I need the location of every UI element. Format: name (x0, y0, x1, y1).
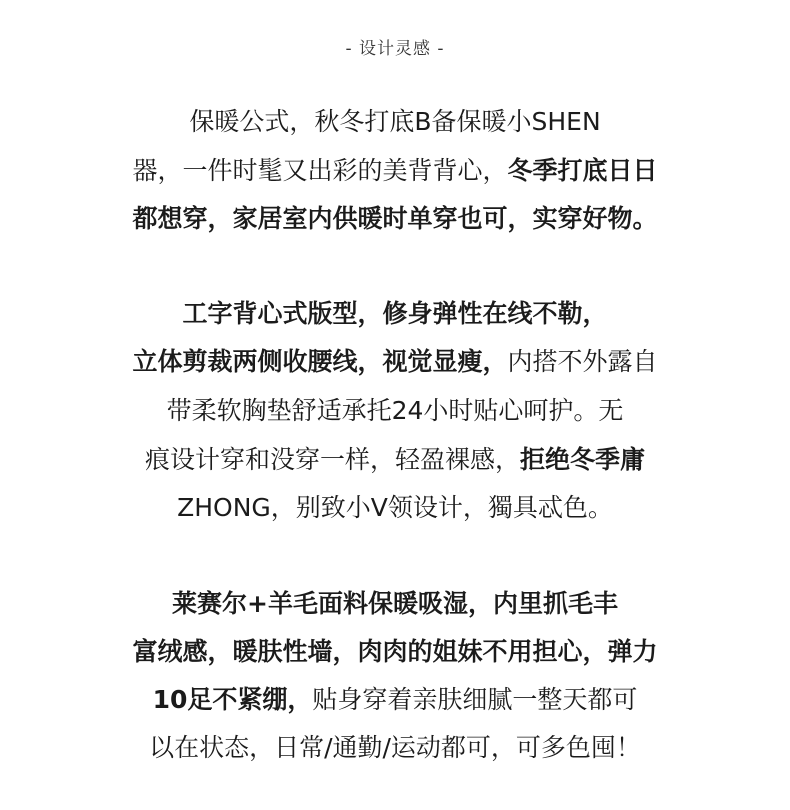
paragraph-2-line-4-bold: 拒绝冬季庸 (520, 445, 646, 474)
paragraph-3-line-2: 富绒感，暖肤性墙，肉肉的姐妹不用担心，弹力 (132, 637, 658, 666)
paragraph-3-line-4: 以在状态，日常/通勤/运动都可，可多色囤！ (149, 733, 641, 762)
paragraph-3-line-3-bold: 10足不紧绷， (152, 685, 313, 714)
paragraph-2-line-5: ZHONG，别致小V领设计，獨具忒色。 (177, 493, 613, 522)
paragraph-3-line-3-regular: 贴身穿着亲肤细腻一整天都可 (312, 685, 638, 714)
paragraph-2-line-2-bold: 立体剪裁两侧收腰线，视觉显瘦， (132, 347, 508, 376)
paragraph-3-line-3 (0, 683, 790, 717)
paragraph-2-line-4-regular: 痕设计穿和没穿一样，轻盈裸感， (144, 445, 520, 474)
paragraph-1-line-2-regular: 器，一件时髦又出彩的美背背心， (132, 156, 508, 185)
section-heading: - 设计灵感 - (345, 39, 445, 59)
paragraph-1-line-2-bold: 冬季打底日日 (507, 156, 658, 185)
paragraph-2-line-2 (0, 345, 790, 379)
paragraph-1-line-2 (0, 154, 790, 188)
paragraph-2-line-1: 工字背心式版型，修身弹性在线不勒， (182, 299, 608, 328)
paragraph-2-line-4 (0, 443, 790, 477)
paragraph-1-line-3: 都想穿，家居室内供暖时单穿也可，实穿好物。 (132, 204, 658, 233)
paragraph-2-line-3: 带柔软胸垫舒适承托24小时贴心呵护。无 (166, 396, 624, 425)
paragraph-1-line-1: 保暖公式，秋冬打底B备保暖小SHEN (189, 107, 601, 136)
paragraph-3-line-1: 莱赛尔+羊毛面料保暖吸湿，内里抓毛丰 (172, 589, 618, 618)
paragraph-2-line-2-regular: 内搭不外露自 (507, 347, 658, 376)
